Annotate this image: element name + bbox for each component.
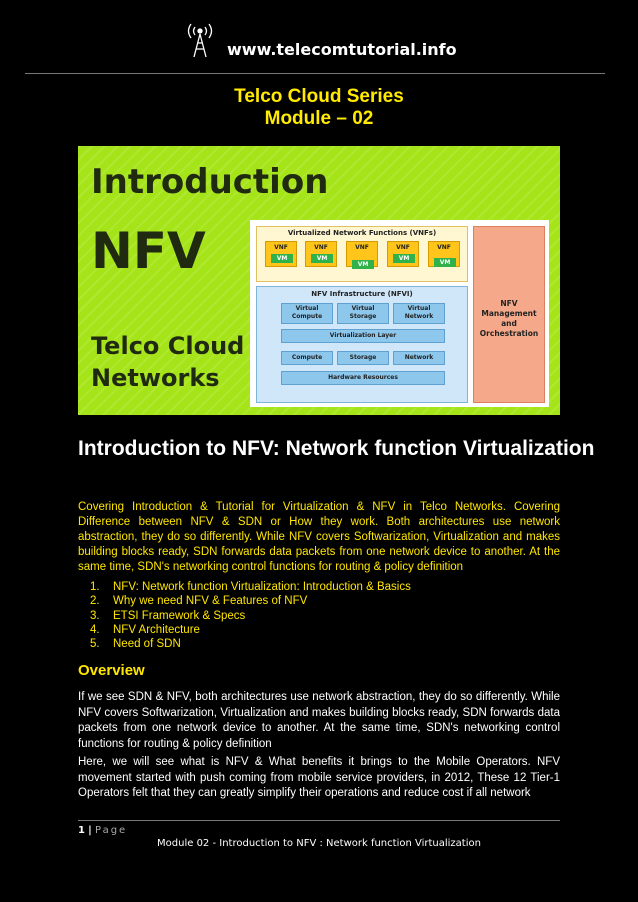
radio-tower-icon: [185, 22, 215, 58]
page-header: [0, 0, 638, 74]
vnf-block: VNF VM: [346, 241, 378, 267]
nfv-architecture-diagram: [250, 220, 549, 407]
virtual-network-block: Virtual Network: [393, 303, 445, 324]
network-block: Network: [393, 351, 445, 365]
footer-divider: [78, 820, 560, 821]
series-title: Telco Cloud Series: [234, 86, 404, 107]
toc-item[interactable]: 5. Need of SDN: [90, 638, 181, 651]
storage-block: Storage: [337, 351, 389, 365]
overview-heading: Overview: [78, 662, 145, 679]
vm-block: VM: [393, 254, 415, 263]
hardware-resources-block: Hardware Resources: [281, 371, 445, 385]
vm-block: VM: [271, 254, 293, 263]
toc-item[interactable]: 4. NFV Architecture: [90, 623, 200, 636]
article-title: Introduction to NFV: Network function Virtualization: [78, 437, 595, 460]
banner-nfv: NFV: [91, 222, 206, 280]
vnf-layer: [256, 226, 468, 282]
vm-block: VM: [352, 260, 374, 269]
toc-item[interactable]: 1. NFV: Network function Virtualization: Introduction & Basics: [90, 581, 411, 593]
mano-label: NFV Management and Orchestration: [479, 299, 539, 338]
nfvi-layer-title: NFV Infrastructure (NFVI): [311, 290, 413, 298]
virtual-compute-block: Virtual Compute: [281, 303, 333, 324]
mano-block: [473, 226, 545, 403]
article-intro: Covering Introduction & Tutorial for Virtualization & NFV in Telco Networks. Covering Difference between NFV & SDN or How they work. Both architectures use network abstraction, they do so differently. While NFV covers Softwarization, Virtualization and makes building blocks ready, SDN forwards data packets from one network device to another. At the same time, SDN's networking control functions for routing & policy definition: [78, 501, 560, 573]
banner-networks: Networks: [91, 364, 220, 392]
nfvi-layer: [256, 286, 468, 403]
toc-item[interactable]: 3. ETSI Framework & Specs: [90, 609, 246, 622]
virtual-storage-block: Virtual Storage: [337, 303, 389, 324]
vnf-block: VNF VM: [428, 241, 460, 267]
compute-block: Compute: [281, 351, 333, 365]
vm-block: VM: [311, 254, 333, 263]
footer-text: Module 02 - Introduction to NFV : Network function Virtualization: [157, 838, 481, 849]
nfv-banner-image: [78, 146, 560, 415]
virtualization-layer-block: Virtualization Layer: [281, 329, 445, 343]
toc-item[interactable]: 2. Why we need NFV & Features of NFV: [90, 595, 308, 608]
page-number: 1 | Page: [78, 825, 128, 836]
table-of-contents: [90, 580, 411, 651]
site-url-link[interactable]: www.telecomtutorial.info: [227, 40, 457, 59]
vnf-layer-title: Virtualized Network Functions (VNFs): [287, 229, 437, 237]
overview-paragraph-1: If we see SDN & NFV, both architectures use network abstraction, they do so differently. While NFV covers Softwarization, Virtualization and makes building blocks ready, SDN forwards data packets from one network device to another. At the same time, SDN's networking control functions for routing & policy definition: [78, 691, 560, 750]
overview-paragraph-2: Here, we will see what is NFV & What benefits it brings to the Mobile Operators. NFV movement started with push coming from mobile service providers, in 2012, These 12 Tier-1 Operators felt that they can greatly simplify their operations and reduce cost if all network: [78, 756, 560, 799]
vm-block: VM: [434, 258, 456, 267]
module-title: Module – 02: [264, 108, 374, 129]
vnf-block: VNF VM: [387, 241, 419, 267]
banner-introduction: Introduction: [91, 162, 329, 202]
banner-telco-cloud: Telco Cloud: [91, 332, 245, 360]
header-divider: [25, 73, 605, 74]
vnf-block: VNF VM: [265, 241, 297, 267]
vnf-block: VNF VM: [305, 241, 337, 267]
